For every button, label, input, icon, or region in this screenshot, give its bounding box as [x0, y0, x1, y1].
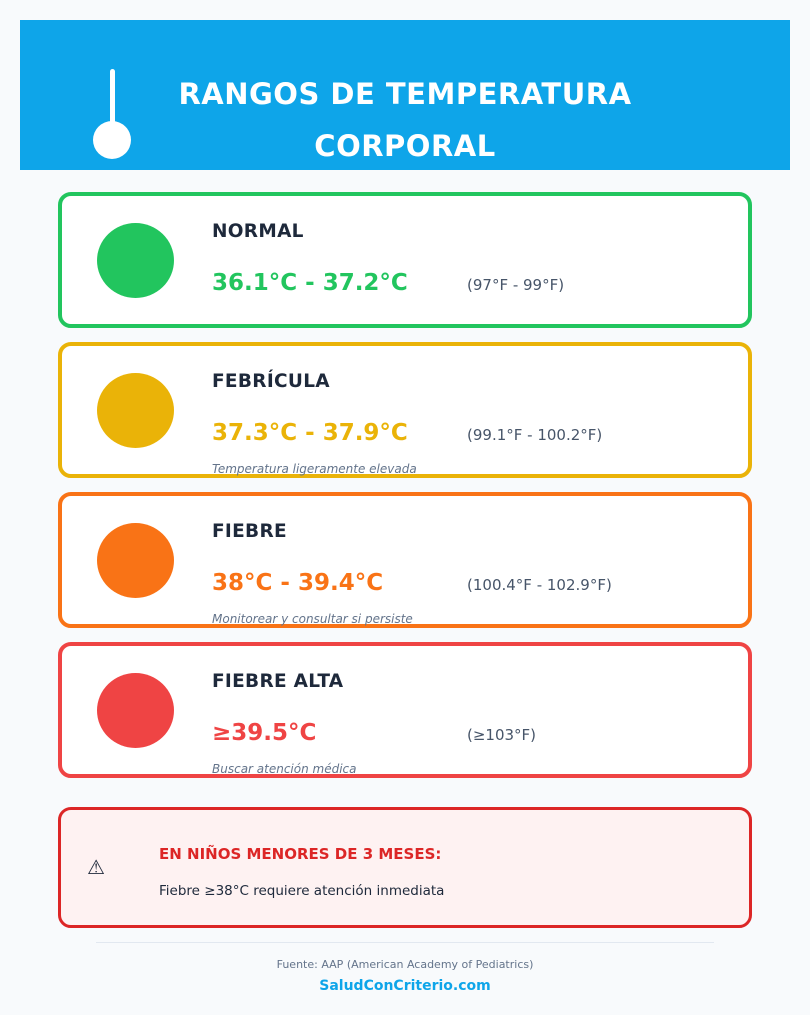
- range-note: Buscar atención médica: [212, 762, 357, 776]
- warning-title: EN NIÑOS MENORES DE 3 MESES:: [159, 845, 442, 863]
- footer-divider: [96, 942, 714, 943]
- warning-text: Fiebre ≥38°C requiere atención inmediata: [159, 883, 445, 899]
- status-dot-icon: [97, 523, 174, 598]
- range-name: FIEBRE: [212, 521, 287, 542]
- range-fahrenheit: (100.4°F - 102.9°F): [467, 576, 612, 594]
- range-name: FEBRÍCULA: [212, 371, 330, 392]
- range-celsius: 36.1°C - 37.2°C: [212, 270, 408, 296]
- site-name[interactable]: SaludConCriterio.com: [319, 978, 491, 994]
- range-celsius: 37.3°C - 37.9°C: [212, 420, 408, 446]
- range-note: Temperatura ligeramente elevada: [212, 462, 417, 476]
- page-title-line-1: RANGOS DE TEMPERATURA: [178, 77, 632, 111]
- range-fahrenheit: (99.1°F - 100.2°F): [467, 426, 603, 444]
- range-celsius: 38°C - 39.4°C: [212, 570, 384, 596]
- range-celsius: ≥39.5°C: [212, 720, 317, 746]
- status-dot-icon: [97, 673, 174, 748]
- range-fahrenheit: (97°F - 99°F): [467, 276, 565, 294]
- status-dot-icon: [97, 373, 174, 448]
- range-note: Monitorear y consultar si persiste: [212, 612, 413, 626]
- header-banner: [20, 20, 790, 170]
- range-name: NORMAL: [212, 221, 304, 242]
- range-card-fiebre-alta: [58, 642, 752, 778]
- range-name: FIEBRE ALTA: [212, 671, 344, 692]
- status-dot-icon: [97, 223, 174, 298]
- range-card-fiebre: [58, 492, 752, 628]
- warning-icon: ⚠: [87, 855, 105, 879]
- infant-warning-box: [58, 807, 752, 928]
- range-card-febricula: [58, 342, 752, 478]
- page-title-line-2: CORPORAL: [314, 129, 496, 163]
- range-fahrenheit: (≥103°F): [467, 726, 537, 744]
- range-card-normal: [58, 192, 752, 328]
- source-citation: Fuente: AAP (American Academy of Pediatrics): [276, 958, 534, 971]
